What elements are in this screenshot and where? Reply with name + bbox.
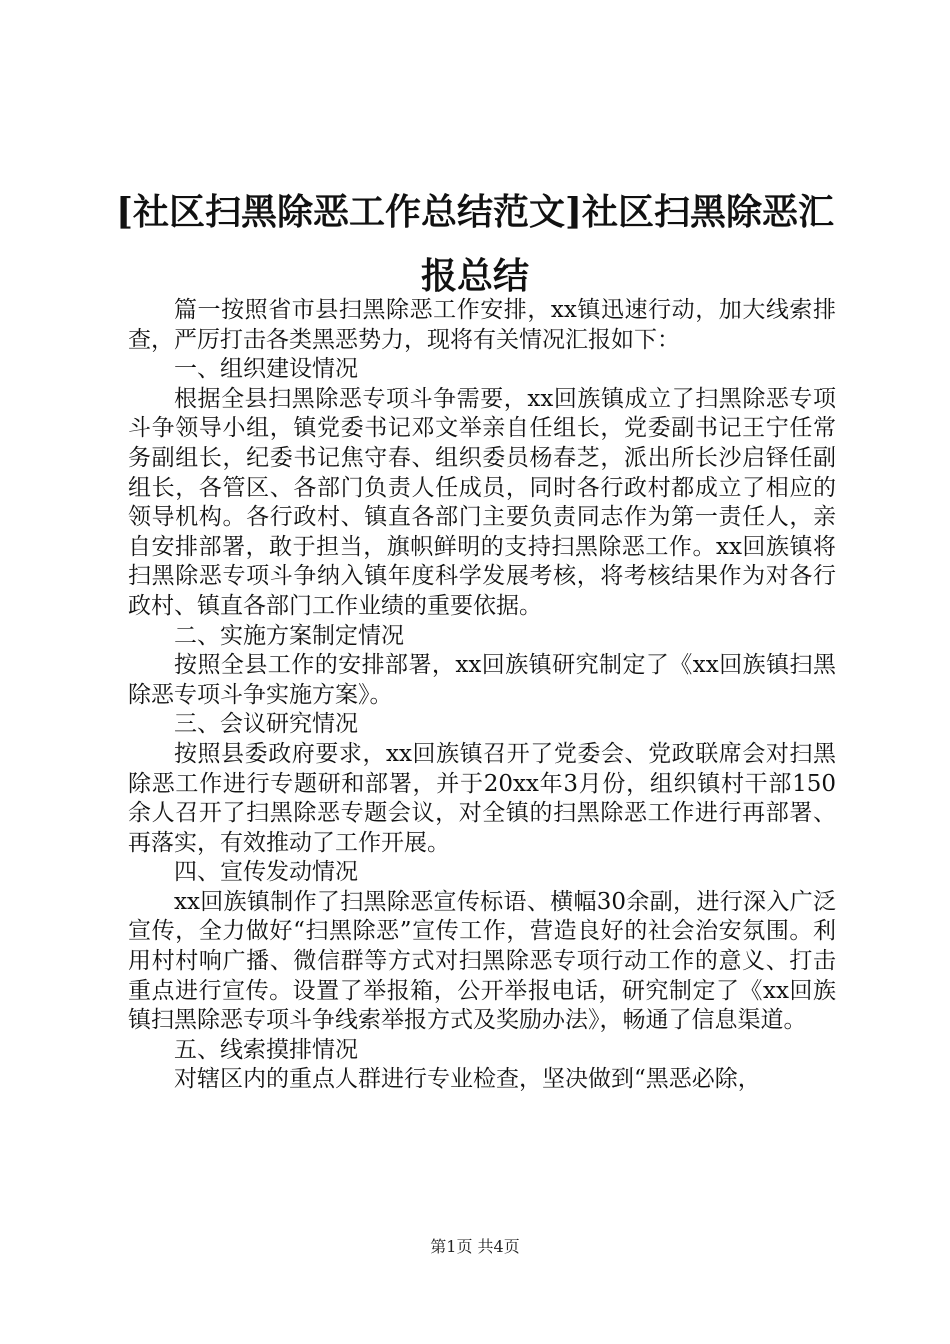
section-text-publicity: xx回族镇制作了扫黑除恶宣传标语、横幅30余副，进行深入广泛宣传，全力做好“扫黑除恶”宣传工作，营造良好的社会治安氛围。利用村村响广播、微信群等方式对扫黑除恶专项行动工作的意义、打击重点进行宣传。设置了举报箱，公开举报电话，研究制定了《xx回族镇扫黑除恶专项斗争线索举报方式及奖励办法》，畅通了信息渠道。 [128,888,836,1034]
page-number-footer: 第1页 共4页 [430,1237,520,1256]
document-title: [社区扫黑除恶工作总结范文]社区扫黑除恶汇报总结 [115,191,835,298]
section-heading-publicity: 四、宣传发动情况 [174,859,358,886]
section-text-plan: 按照全县工作的安排部署，xx回族镇研究制定了《xx回族镇扫黑除恶专项斗争实施方案》。 [128,652,836,708]
section-heading-organization: 一、组织建设情况 [174,356,358,383]
section-heading-investigation: 五、线索摸排情况 [174,1036,358,1063]
section-text-organization: 根据全县扫黑除恶专项斗争需要，xx回族镇成立了扫黑除恶专项斗争领导小组，镇党委书记邓文举亲自任组长，党委副书记王宁任常务副组长，纪委书记焦守春、组织委员杨春芝，派出所长沙启铎任副组长，各管区、各部门负责人任成员，同时各行政村都成立了相应的领导机构。各行政村、镇直各部门主要负责同志作为第一责任人，亲自安排部署，敢于担当，旗帜鲜明的支持扫黑除恶工作。xx回族镇将扫黑除恶专项斗争纳入镇年度科学发展考核，将考核结果作为对各行政村、镇直各部门工作业绩的重要依据。 [128,385,836,619]
intro-paragraph: 篇一按照省市县扫黑除恶工作安排，xx镇迅速行动，加大线索排查，严厉打击各类黑恶势力，现将有关情况汇报如下： [128,297,836,353]
section-heading-plan: 二、实施方案制定情况 [174,622,404,649]
section-text-meetings: 按照县委政府要求，xx回族镇召开了党委会、党政联席会对扫黑除恶工作进行专题研和部署，并于20xx年3月份，组织镇村干部150余人召开了扫黑除恶专题会议，对全镇的扫黑除恶工作进行再部署、再落实，有效推动了工作开展。 [128,740,836,856]
section-heading-meetings: 三、会议研究情况 [174,711,358,738]
document-body [128,296,836,1095]
section-text-investigation: 对辖区内的重点人群进行专业检查，坚决做到“黑恶必除， [174,1066,761,1093]
